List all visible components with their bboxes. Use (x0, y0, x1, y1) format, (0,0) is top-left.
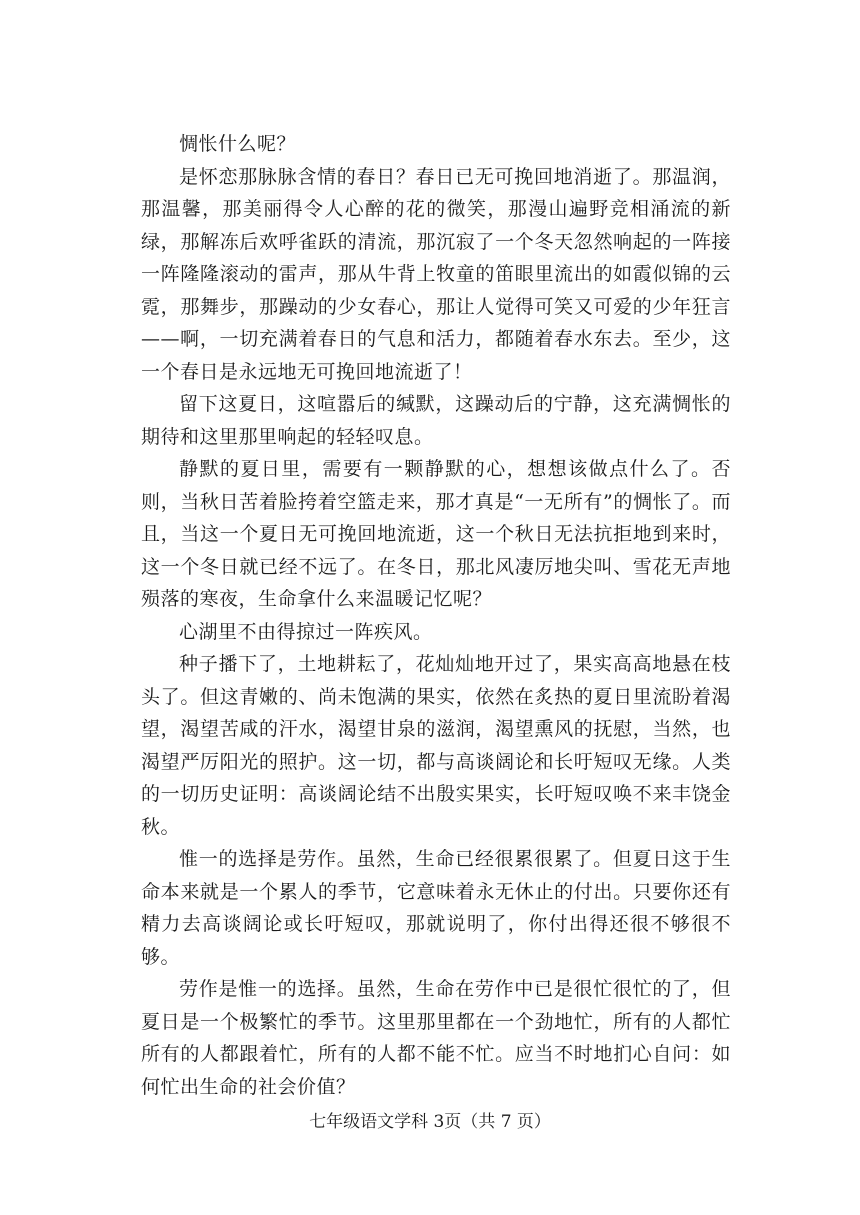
paragraph: 静默的夏日里，需要有一颗静默的心，想想该做点什么了。否则，当秋日苦着脸挎着空篮走来，那才真是“一无所有”的惆怅了。而且，当这一个夏日无可挽回地流逝，这一个秋日无法抗拒地到来时，这一个冬日就已经不远了。在冬日，那北风凄厉地尖叫、雪花无声地殒落的寒夜，生命拿什么来温暖记忆呢？ (141, 458, 731, 610)
document-body (141, 128, 731, 1103)
paragraph: 留下这夏日，这喧嚣后的缄默，这躁动后的宁静，这充满惆怅的期待和这里那里响起的轻轻叹息。 (141, 393, 731, 448)
page-footer: 七年级语文学科 3页（共 7 页） (309, 1112, 551, 1132)
paragraph: 种子播下了，土地耕耘了，花灿灿地开过了，果实高高地悬在枝头了。但这青嫩的、尚未饱满的果实，依然在炙热的夏日里流盼着渴望，渴望苦咸的汗水，渴望甘泉的滋润，渴望熏风的抚慰，当然，也渴望严厉阳光的照护。这一切，都与高谈阔论和长吁短叹无缘。人类的一切历史证明：高谈阔论结不出殷实果实，长吁短叹唤不来丰饶金秋。 (141, 653, 731, 838)
paragraph: 是怀恋那脉脉含情的春日？春日已无可挽回地消逝了。那温润，那温馨，那美丽得令人心醉的花的微笑，那漫山遍野竞相涌流的新绿，那解冻后欢呼雀跃的清流，那沉寂了一个冬天忽然响起的一阵接一阵隆隆滚动的雷声，那从牛背上牧童的笛眼里流出的如霞似锦的云霓，那舞步，那躁动的少女春心，那让人觉得可笑又可爱的少年狂言——啊，一切充满着春日的气息和活力，都随着春水东去。至少，这一个春日是永远地无可挽回地流逝了！ (141, 165, 731, 383)
paragraph: 惟一的选择是劳作。虽然，生命已经很累很累了。但夏日这于生命本来就是一个累人的季节，它意味着永无休止的付出。只要你还有精力去高谈阔论或长吁短叹，那就说明了，你付出得还很不够很不够。 (141, 848, 731, 968)
paragraph: 惆怅什么呢？ (179, 133, 297, 155)
paragraph: 劳作是惟一的选择。虽然，生命在劳作中已是很忙很忙的了，但夏日是一个极繁忙的季节。这里那里都在一个劲地忙，所有的人都忙所有的人都跟着忙，所有的人都不能不忙。应当不时地扪心自问：如何忙出生命的社会价值？ (141, 978, 731, 1098)
paragraph: 心湖里不由得掠过一阵疾风。 (179, 620, 433, 643)
